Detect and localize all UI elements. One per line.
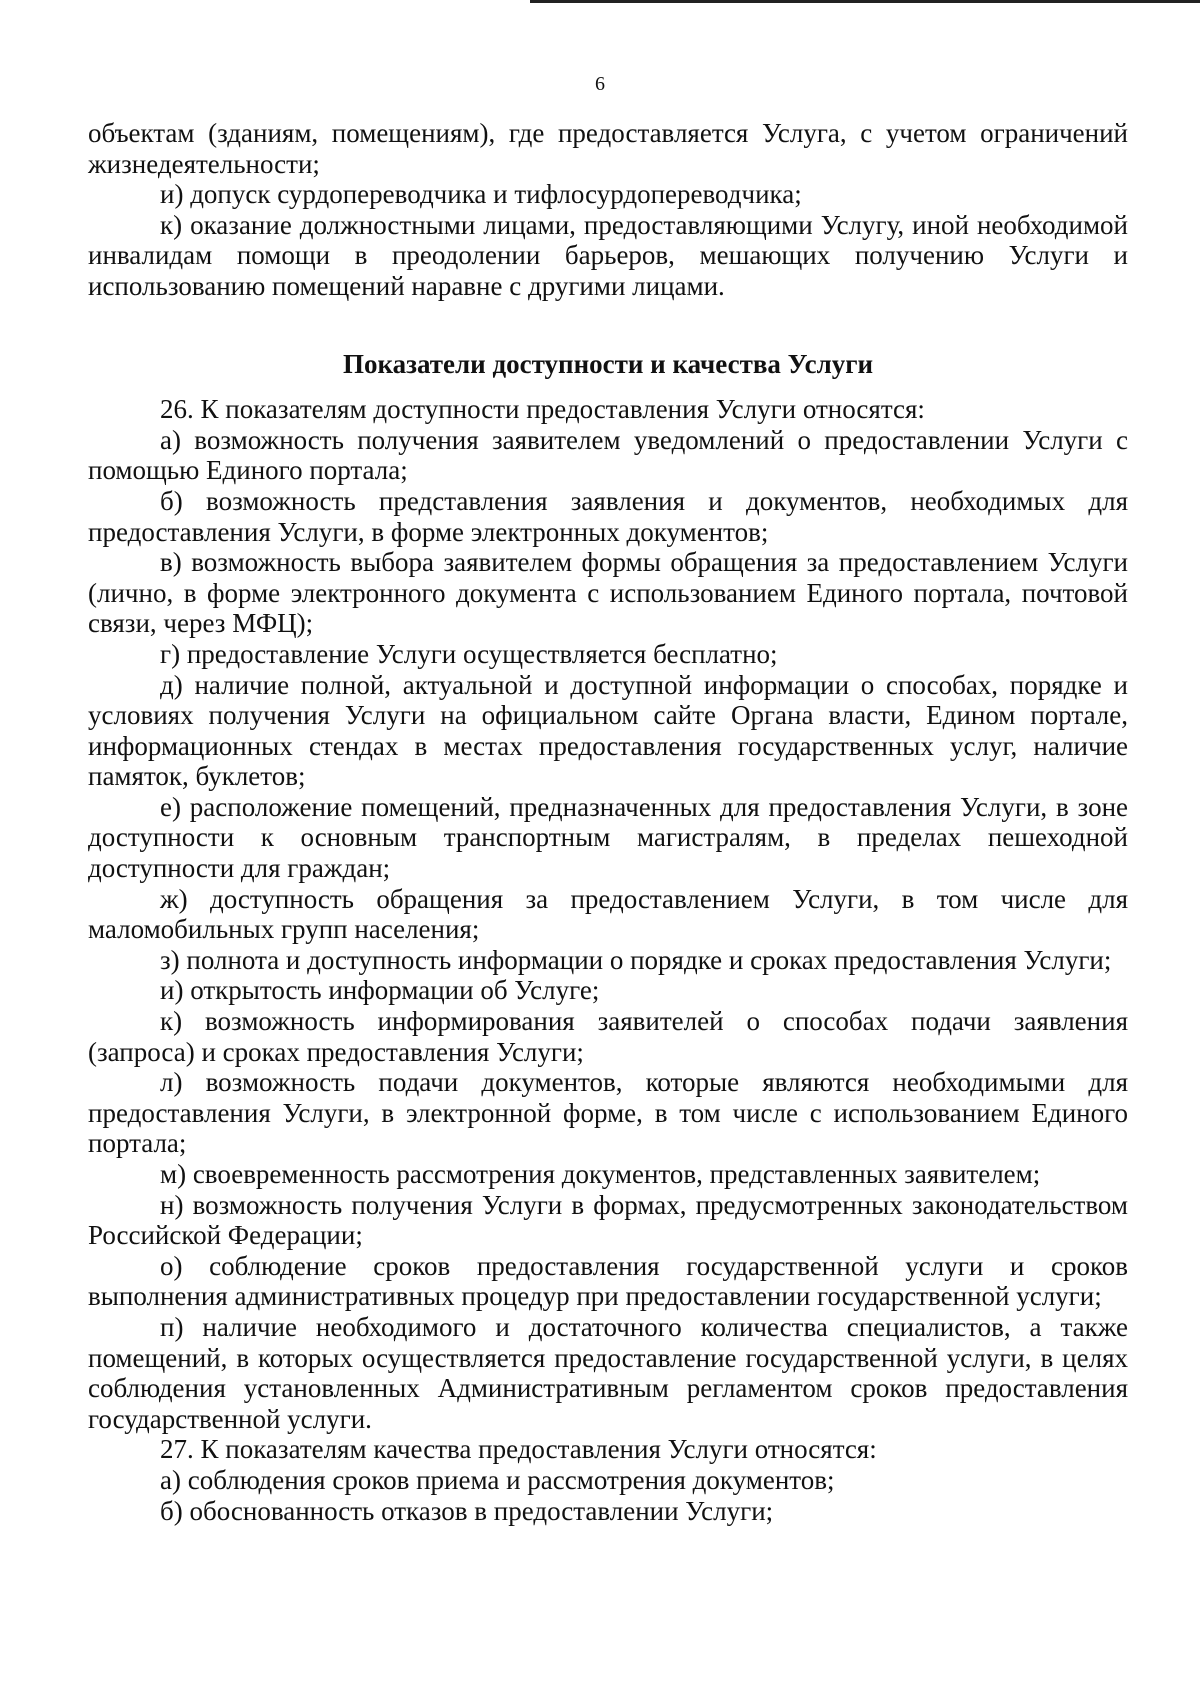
scan-top-rule — [530, 0, 1200, 3]
clause-26-o: о) соблюдение сроков предоставления государственной услуги и сроков выполнения административных процедур при предоставлении государственной услуги; — [88, 1250, 1128, 1312]
clause-26-zh: ж) доступность обращения за предоставлением Услуги, в том числе для маломобильных групп населения; — [88, 883, 1128, 945]
clause-26-a: а) возможность получения заявителем уведомлений о предоставлении Услуги с помощью Единого портала; — [88, 424, 1128, 486]
clause-26-e: е) расположение помещений, предназначенных для предоставления Услуги, в зоне доступности к основным транспортным магистралям, в пределах пешеходной доступности для граждан; — [88, 791, 1128, 884]
document-body — [88, 118, 1128, 1526]
clause-26-i: и) открытость информации об Услуге; — [160, 975, 600, 1006]
paragraph-continuation: объектам (зданиям, помещениям), где предоставляется Услуга, с учетом ограничений жизнедеятельности; — [88, 118, 1128, 179]
clause-27-a: а) соблюдения сроков приема и рассмотрения документов; — [160, 1464, 835, 1495]
clause-26-v: в) возможность выбора заявителем формы обращения за предоставлением Услуги (лично, в форме электронного документа с использованием Единого портала, почтовой связи, через МФЦ); — [88, 547, 1128, 639]
list-item-k: к) оказание должностными лицами, предоставляющими Услугу, иной необходимой инвалидам помощи в преодолении барьеров, мешающих получению Услуги и использованию помещений наравне с другими лицами. — [88, 209, 1128, 301]
clause-27-b: б) обоснованность отказов в предоставлении Услуги; — [160, 1495, 774, 1526]
clause-26-p: п) наличие необходимого и достаточного количества специалистов, а также помещений, в которых осуществляется предоставление государственной услуги, в целях соблюдения установленных Административным регламентом сроков предоставления государственной услуги. — [88, 1311, 1128, 1434]
clause-26-b: б) возможность представления заявления и документов, необходимых для предоставления Услуги, в форме электронных документов; — [88, 485, 1128, 547]
clause-26-d: д) наличие полной, актуальной и доступной информации о способах, порядке и условиях получения Услуги на официальном сайте Органа власти, Едином портале, информационных стендах в местах предоставления государственных услуг, наличие памяток, буклетов; — [88, 669, 1128, 792]
clause-27: 27. К показателям качества предоставления Услуги относятся: — [160, 1434, 877, 1465]
clause-26-l: л) возможность подачи документов, которые являются необходимыми для предоставления Услуги, в электронной форме, в том числе с использованием Единого портала; — [88, 1067, 1128, 1159]
clause-26-n: н) возможность получения Услуги в формах, предусмотренных законодательством Российской Федерации; — [88, 1189, 1128, 1251]
clause-26-g: г) предоставление Услуги осуществляется бесплатно; — [160, 638, 778, 669]
list-item-i: и) допуск сурдопереводчика и тифлосурдопереводчика; — [160, 179, 802, 210]
section-heading: Показатели доступности и качества Услуги — [342, 348, 874, 379]
clause-26-k: к) возможность информирования заявителей о способах подачи заявления (запроса) и сроках предоставления Услуги; — [88, 1006, 1128, 1067]
clause-26-m: м) своевременность рассмотрения документов, представленных заявителем; — [160, 1159, 1041, 1189]
page-number: 6 — [595, 73, 605, 95]
clause-26: 26. К показателям доступности предоставления Услуги относятся: — [160, 394, 925, 425]
clause-26-z: з) полнота и доступность информации о порядке и сроках предоставления Услуги; — [160, 944, 1112, 975]
